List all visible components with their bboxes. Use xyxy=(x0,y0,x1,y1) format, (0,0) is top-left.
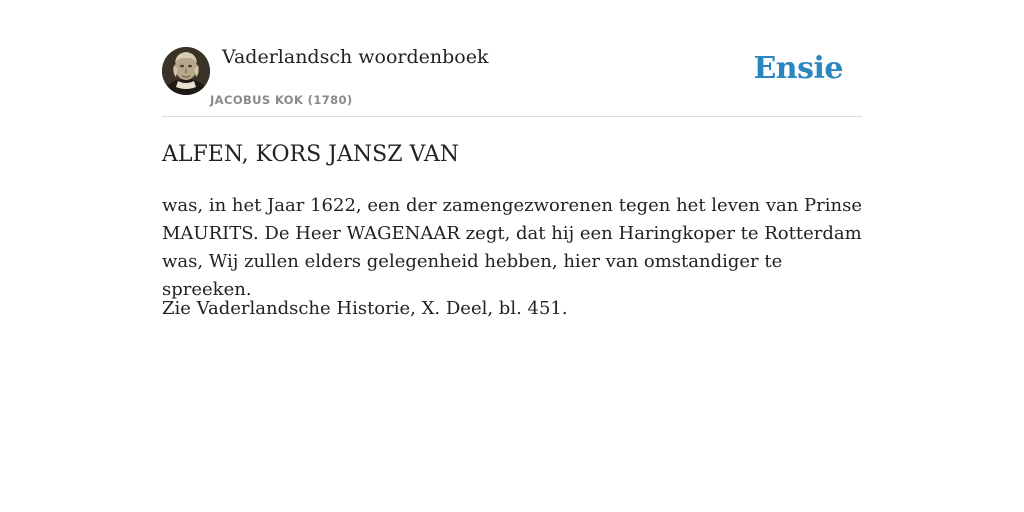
author-portrait-icon xyxy=(162,47,210,95)
entry-paragraph-1: was, in het Jaar 1622, een der zamengezworenen tegen het leven van Prinse MAURITS. De Heer WAGENAAR zegt, dat hij een Haringkoper te Rotterdam was, Wij zullen elders gelegenheid hebben, hier van omstandiger te spreeken. xyxy=(162,195,863,300)
entry-paragraph-2: Zie Vaderlandsche Historie, X. Deel, bl. 451. xyxy=(162,298,568,319)
ensie-logo[interactable]: Ensie xyxy=(753,51,843,86)
book-title-link[interactable]: Vaderlandsch woordenboek xyxy=(222,46,489,68)
author-label: JACOBUS KOK (1780) xyxy=(210,93,353,107)
entry-title: ALFEN, KORS JANSZ VAN xyxy=(162,142,459,167)
header xyxy=(162,40,862,117)
